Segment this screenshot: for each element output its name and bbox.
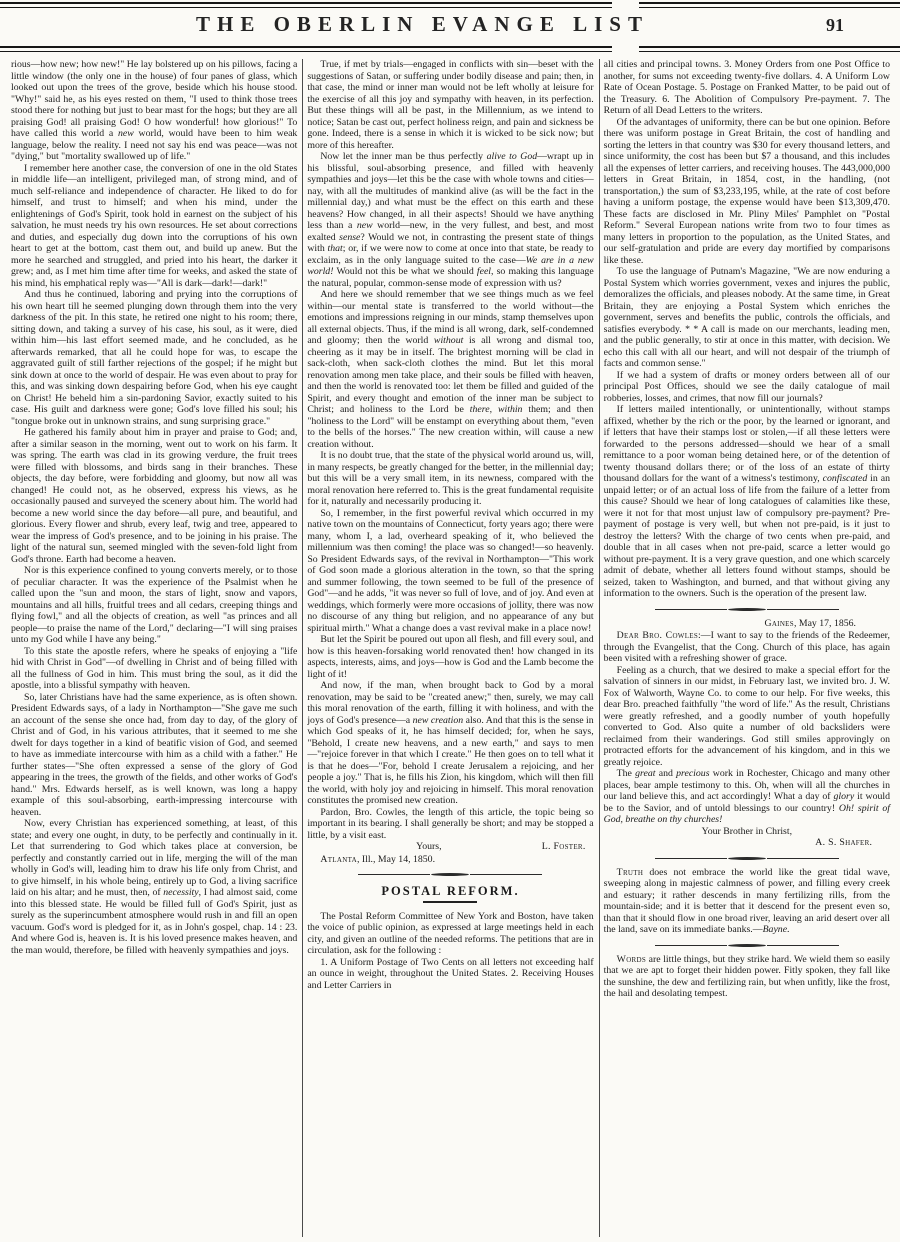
article-paragraph: But let the Spirit be poured out upon all flesh, and fill every soul, and how is this heaven-forsaking world renovated then! how changed in its aspects, interests, aims, and joys—how is God and the Lamb become the light of it! xyxy=(307,634,594,680)
rule-segment xyxy=(0,46,612,52)
article-paragraph: If letters mailed intentionally, or unintentionally, without stamps affixed, whether by the rich or the poor, by the learned or ignorant, and if letters that have their stamps lost or stolen,—if all these letters were forwarded to the persons addressed—should we hear of a small remittance to a poor woman being detained here, or of the detention of twenty thousand dollars there; or of the loss of an estate of thirty thousand dollars for the want of a witness's testimony, confiscated in an unpaid letter; or of an actual loss of life from the failure of a letter from this cause? Should we hear of long catalogues of calamities like these, were it not for that most unjust law of compulsory pre-payment? Pre-payment of postage is very well, but when not pre-paid, is it just to destroy the letters? With the charge of two cents when pre-paid, and double that in all cases when not pre-paid, scarce a letter would go without pre-payment. It is a very grave question, and one which scarcely admit of debate, whether all letters found without stamps, should be seized, taken to Washington, and burned, and that without giving any information to the owners. Such is the operation of the present law. xyxy=(603,404,890,599)
article-paragraph: Now, every Christian has experienced something, at least, of this state; and every one ought, in duty, to be perfectly and continually in it. Let that surrendering to God which takes place at conversion, be perfectly and constantly carried out in life, merging the will of the man wholly in God's will, leading him to draw his life only from Christ, and to give himself, in his whole being, entirely up to God, a living sacrifice laid on his altar; and he must, then, of necessity, I had almost said, come into this blessed state. He would be filled full of God's Spirit, just as surely as the superincumbent atmosphere would rush in and fill an open vacuum. God's word is pledged for it, as in John's gospel, chap. 14 : 23. And where God is, heaven is. It is his loved presence makes heaven, and the man would, therefore, be filled with heavenly sympathies and joys. xyxy=(11,818,298,956)
signature-name: L. Foster. xyxy=(541,841,586,852)
article-paragraph: Of the advantages of uniformity, there can be but one opinion. Before there was uniform postage in Great Britain, the cost of handling and sorting the letters in that country was $30 for every thousand letters, and since uniformity, the cost has been but $7 a thousand, and this includes all the expenses of letter carriers, and receiving houses. The 443,000,000 letters in Great Britain, in 1854, cost, in the handling, (not transportation,) the sum of $3,233,195, while, at the rate of cost before having a uniform postage, the expense would have been $13,309,470. These facts are disclosed in Mr. Pliny Miles' Pamphlet on "Postal Reform." Several European nations write from two to four times as many letters in proportion to the population, as the United States, and our self-gratulation and pride are every day mortified by comparisons like these. xyxy=(603,116,890,266)
divider-line xyxy=(655,858,727,859)
section-divider xyxy=(604,856,890,861)
postal-reform-heading: POSTAL REFORM. xyxy=(381,884,520,898)
article-paragraph: all cities and principal towns. 3. Money Orders from one Post Office to another, for sums not exceeding twenty-five dollars. 4. A Uniform Low Rate of Ocean Postage. 5. Postage on Franked Matter, to be paid out of the Treasury. 6. The Abolition of Compulsory Pre-payment. 7. The Return of all Dead Letters to the writers. xyxy=(603,59,890,116)
letter-dateline: Gaines, May 17, 1856. xyxy=(764,617,856,629)
article-paragraph: So, I remember, in the first powerful revival which occurred in my native town on the mountains of Connecticut, forty years ago; there were many, whom I, a lad, overheard speaking of it, who believed the millennium was then coming! the place was so changed!—so heavenly. So President Edwards says, of the revival in Northampton—"This work of God soon made a glorious alteration in the town, so that the spring and summer following, the town seemed to be full of the presence of God"—and he adds, "it was never so full of love, and of joy. And even at weddings, which formerly were more occasions of jollity, there was now no discourse of any thing but religion, and no appearance of any but spiritual mirth." What a change does a vast revival make in a place now! xyxy=(307,507,594,634)
divider-line xyxy=(358,874,430,875)
article-paragraph: To use the language of Putnam's Magazine, "We are now enduring a Postal System which worries government, vexes and injures the public, demoralizes the officials, and pleases nobody. At the same time, in Great Britain, they are enjoying a Postal System which enriches the government, serves and benefits the public, controls the officials, and satisfies everybody. * * A call is made on our merchants, leading men, and the public generally, to stir at once in this matter, with decision. We echo this call with all our heart, and will not despair of the triumph of facts and common sense." xyxy=(603,266,890,369)
article-paragraph: Truth does not embrace the world like the great tidal wave, sweeping along in majestic calmness of power, and filling every creek and estuary; it rather descends in many fertilizing rills, from the mountain-side; and it is better that it descend for the present even so, than that it should flow in one broad river, leaving an arid desert over all the land, save on its immediate banks.—Bayne. xyxy=(603,866,890,935)
divider-line xyxy=(767,858,839,859)
closing-word: Yours, xyxy=(416,841,442,852)
article-paragraph: Pardon, Bro. Cowles, the length of this article, the topic being so important in its bearing. I shall generally be short; and may be stopped a little, by a visit east. xyxy=(307,806,594,841)
masthead-bottom-rule xyxy=(0,46,900,51)
article-paragraph: So, later Christians have had the same experience, as is often shown. President Edwards says, of a lady in Northampton—"She gave me such an account of the sense she once had, from day to day, of the glory of Christ and of God, in his various attributes, that it seemed to me she dwelt for days together in a kind of beatific vision of God, and seemed to have as immediate intercourse with him as a child with a father." He further states—"She often expressed a sense of the glory of God appearing in the trees, the growth of the fields, and other works of God's hand." Mrs. Edwards herself, as is well known, was long a happy example of this soul-absorbing, earth-impressing intercourse with heaven. xyxy=(11,691,298,818)
divider-line xyxy=(767,609,839,610)
divider-ornament xyxy=(728,944,766,947)
article-paragraph: If we had a system of drafts or money orders between all of our principal Post Offices, should we see the daily catalogue of mail robberies, losses, and crimes, that now fill our journals? xyxy=(603,369,890,404)
article-paragraph: Dear Bro. Cowles:—I want to say to the friends of the Redeemer, through the Evangelist, that the Cong. Church of this place, has again been visited with a refreshing shower of grace. xyxy=(603,630,890,664)
article-paragraph: It is no doubt true, that the state of the physical world around us, will, in many respects, be greatly changed for the better, in the millennial day; but this will be a very small item, in its newness, compared with the moral renovation here referred to. This is the great fundamental requisite for it, naturally and necessarily producing it. xyxy=(307,450,594,507)
article-columns xyxy=(0,57,900,1237)
article-paragraph: rious—how new; how new!" He lay bolstered up on his pillows, facing a little window (the only one in the house) of four panes of glass, which looked out upon the trees of the grove, beside which his house stood. "Why!" said he, as his eyes rested on them, "I used to think those trees stood there for nothing but just to bear mast for the hogs; but they are all praising God! all praising God! O how wonderful! how glorious!" To have called this world a new world, would have been to him weak language, below the reality. I need not say his end was peace—was not "dying," but "mortality swallowed up of life." xyxy=(11,59,298,162)
divider-ornament xyxy=(728,857,766,860)
divider-line xyxy=(655,945,727,946)
column-1 xyxy=(7,59,302,1237)
column-2 xyxy=(303,59,598,1237)
article-paragraph: And here we should remember that we see things much as we feel within—our mental state is transferred to the world without—the emotions and impressions reigning in our minds, stamp themselves upon all external objects. Thus, if the mind is all wrong, dark, self-condemned and gloomy; then the world without is all wrong and dismal too, cheering as it may be in itself. The brightest morning will be clad in sack-cloth, when sack-cloth clothes the mind. But let this moral renovation among men take place, and their souls be filled with heaven, and then the world is renovated too: let them be filled and guided of the Spirit, and every thought and emotion of the inner man be subject to Christ; and holiness to the Lord be there, within them; and then "holiness to the Lord" will be enstampt on everything about them, "even to the bells of the horses." The new creation within, will cause a new creation without. xyxy=(307,289,594,450)
masthead-top-rule xyxy=(0,2,900,7)
letter-signature xyxy=(307,841,593,853)
letter-closing: Your Brother in Christ, xyxy=(701,825,793,837)
rule-segment xyxy=(639,46,900,52)
letter-signature: A. S. Shafer. xyxy=(815,837,872,848)
heading-rule xyxy=(423,901,477,903)
rule-segment xyxy=(639,2,900,8)
section-divider xyxy=(307,872,593,877)
divider-ornament xyxy=(728,608,766,611)
divider-line xyxy=(470,874,542,875)
masthead xyxy=(0,0,900,57)
column-3 xyxy=(600,59,895,1237)
divider-line xyxy=(655,609,727,610)
rule-segment xyxy=(0,2,612,8)
section-divider xyxy=(604,943,890,948)
letter-dateline: Atlanta, Ill., May 14, 1850. xyxy=(320,853,436,865)
divider-line xyxy=(767,945,839,946)
article-paragraph: 1. A Uniform Postage of Two Cents on all letters not exceeding half an ounce in weight, throughout the United States. 2. Receiving Houses and Letter Carriers in xyxy=(307,956,594,991)
masthead-title-row xyxy=(0,12,900,37)
article-paragraph: And thus he continued, laboring and prying into the corruptions of his own heart till he seemed plunging down through them into the very darkness of the pit. In this state, he retired one night to his room; there, sitting down, and taking a survey of his case, his soul, as it were, died within him—his last effort seemed made, and he concluded, as he afterwards remarked, that all he could hope for was, to escape the aggravated guilt of still farther rejections of the gospel; if he might but sink down at once to the world of despair. He was even about to pray for this, and was sinking down despairing before God, when his eye caught on Christ! He beheld him a sin-pardoning Savior, exactly suited to his case. His guilt and darkness were gone; God's love filled his soul; his "tongue broke out in unknown strains, and sung surprising grace." xyxy=(11,289,298,427)
article-paragraph: Feeling as a church, that we desired to make a special effort for the salvation of sinners in our midst, in February last, we invited bro. J. W. Fox of Walworth, Wayne Co. to come to our help. For five weeks, this dear Bro. preached faithfully "the word of life." As the result, Christians were greatly refreshed, and a goodly number of youth hopefully converted to God. Also quite a number of old backsliders were reclaimed from their wanderings. God still smiles approvingly on protracted efforts for the advancement of his kingdom, and in this we greatly rejoice. xyxy=(603,664,890,768)
section-divider xyxy=(604,607,890,612)
article-paragraph: To this state the apostle refers, where he speaks of enjoying a "life hid with Christ in God"—of dwelling in Christ and of being filled with all the fullness of God in him. This must bring the soul, as it did the apostle, into a blissful sympathy with heaven. xyxy=(11,645,298,691)
article-paragraph: Nor is this experience confined to young converts merely, or to those of peculiar character. It was the experience of the Psalmist when he called upon the "sun and moon, the stars of light, snow and vapors, mountains and all hills, fruitful trees and all cedars, creeping things and flying fowl," and all the objects of creation, as well "as princes and all people—to praise the name of the Lord," declaring—"I will sing praises unto my God while I have any being." xyxy=(11,565,298,645)
page-number: 91 xyxy=(826,15,844,35)
publication-title: THE OBERLIN EVANGE LIST xyxy=(196,12,649,36)
article-paragraph: Words are little things, but they strike hard. We wield them so easily that we are apt to forget their hidden power. Fitly spoken, they fall like the sunshine, the dew and fertilizing rain, but when unfitly, like the frost, the hail and desolating tempest. xyxy=(603,953,890,999)
article-paragraph: The Postal Reform Committee of New York and Boston, have taken the voice of public opinion, as expressed at large meetings held in each city, and given an outline of the needed reforms. The petitions that are in circulation, ask for the following : xyxy=(307,910,594,956)
article-paragraph: The great and precious work in Rochester, Chicago and many other places, bear ample testimony to this. Oh, when will all the churches in our land believe this, and act accordingly! What a day of glory it would be to the Savior, and of untold blessings to our country! Oh! spirit of God, breathe on thy churches! xyxy=(603,768,890,825)
article-paragraph: He gathered his family about him in prayer and praise to God; and, after a similar season in the morning, went out to work on his farm. It was spring. The earth was clad in its growing verdure, the fruit trees were filled with blossoms, and birds sang in their branches. These objects, the day before, were forbidding and gloomy, but now all was changed! He could not, as he observed, express his views, as he occasionally paused and surveyed the scenery about him. The world had become a new world since the day before—all pure, and beautiful, and glorious. Every flower and shrub, every leaf, twig and tree, appeared to wear the impress of God's presence, and to be joining in his praise. The light of the natural sun, seemed mingled with the seven-fold light from God's throne. Earth had become a heaven. xyxy=(11,427,298,565)
article-paragraph: True, if met by trials—engaged in conflicts with sin—beset with the suggestions of Satan, or suffering under bodily disease and pain; then, in that case, the mind or inner man would not be left wholly at leisure for the exercise of all this joy and sympathy with heaven, in its perfection. But these things will all be past, in the Millennium, as we intend to notice; Satan be cast out, perfect holiness reign, and pain and sickness be gone. Indeed, there is a sense in which it is wicked to be sick now; but more of this hereafter. xyxy=(307,59,594,151)
article-paragraph: And now, if the man, when brought back to God by a moral renovation, may be said to be "created anew;" then, surely, we may call this moral renovation of the earth, filling it with holiness, and with the joys of God's presence—a new creation also. And that this is the sense in which God speaks of it, he has himself decided; for, when he says, "Behold, I create new heavens, and a new earth," and says to men—"rejoice forever in that which I create." He then goes on to tell what it is that he does—"For, behold I create Jerusalem a rejoicing, and her people a joy." That is, he fills his Zion, his kingdom, which will then fill the world, with holy joy and rejoicing in himself. This moral renovation constitutes the promised new creation. xyxy=(307,680,594,806)
divider-ornament xyxy=(431,873,469,876)
article-paragraph: I remember here another case, the conversion of one in the old States in middle life—an intelligent, privileged man, of strong mind, and of much self-reliance and independence of character. He liked to do for himself, and trust to himself; and when his mind, under the enlightenings of God's Spirit, took hold in earnest on the subject of his salvation, he must needs try his own resources. He set about corrections and duties, and especially dug down into the corruptions of his own heart to get at the bottom, cast them out, and build up anew. But the more he searched and struggled, and pried into his heart, the darker it grew; and, as I met him time after time for weeks, and asked the state of his mind, his emphatical reply was—"All is dark—dark!—dark!" xyxy=(11,162,298,289)
article-paragraph: Now let the inner man be thus perfectly alive to God—wrapt up in his blissful, soul-absorbing presence, and filled with heavenly sympathies and joys—let this be the case with whole towns and cities—nay, with all the multitudes of mankind alive (as will be the fact in the millennial day,) and what must be the effect on this earth and these heavens? How changed, in all their aspects! Should we have anything less than a new world—new, in the very fullest, and best, and most exalted sense? Would we not, in contrasting the present state of things with that; or, if we were now to come at once into that state, be ready to exclaim, as in the only language suited to the case—We are in a new world! Would not this be what we should feel, so making this language the natural, popular, common-sense mode of expression with us? xyxy=(307,151,594,289)
